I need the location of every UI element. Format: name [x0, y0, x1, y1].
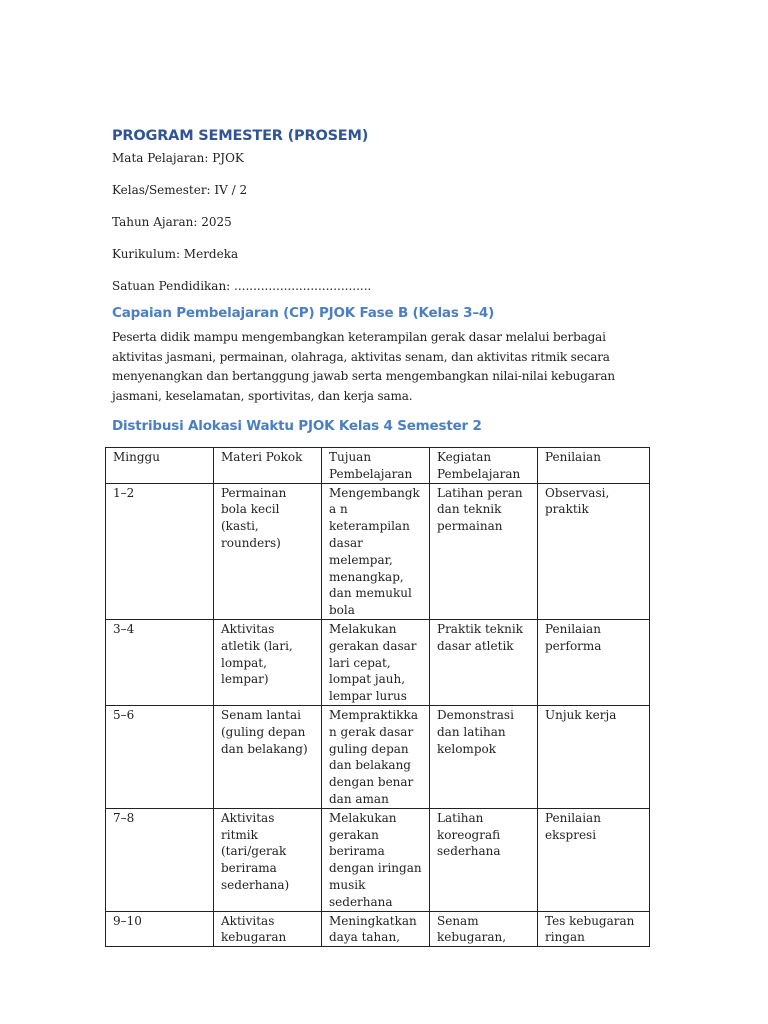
cell-activity: Latihan peran dan teknik permainan	[430, 483, 538, 619]
table-row	[106, 619, 650, 705]
header-objective: Tujuan Pembelajaran	[322, 448, 430, 484]
table-row	[106, 483, 650, 619]
cell-material: Aktivitas atletik (lari, lompat, lempar)	[214, 619, 322, 705]
cell-objective: Mengembangka n keterampilan dasar melempar, menangkap, dan memukul bola	[322, 483, 430, 619]
header-activity: Kegiatan Pembelajaran	[430, 448, 538, 484]
cell-week: 5–6	[106, 705, 214, 808]
cell-assessment: Tes kebugaran ringan	[538, 911, 650, 947]
cell-objective: Meningkatkan daya tahan,	[322, 911, 430, 947]
cp-paragraph: Peserta didik mampu mengembangkan keterampilan gerak dasar melalui berbagai aktivitas jasmani, permainan, olahraga, aktivitas senam, dan aktivitas ritmik secara menyenangkan dan bertanggung jawab serta mengembangkan nilai-nilai kebugaran jasmani, keselamatan, sportivitas, dan kerja sama.	[112, 330, 615, 403]
cell-assessment: Penilaian performa	[538, 619, 650, 705]
cell-material: Aktivitas kebugaran	[214, 911, 322, 947]
cell-week: 7–8	[106, 808, 214, 911]
cell-activity: Demonstrasi dan latihan kelompok	[430, 705, 538, 808]
meta-subject: Mata Pelajaran: PJOK	[112, 151, 244, 165]
cell-week: 1–2	[106, 483, 214, 619]
cell-activity: Senam kebugaran,	[430, 911, 538, 947]
cell-assessment: Unjuk kerja	[538, 705, 650, 808]
allocation-table	[105, 447, 650, 947]
cell-objective: Melakukan gerakan berirama dengan iringan musik sederhana	[322, 808, 430, 911]
table-row	[106, 705, 650, 808]
cell-week: 3–4	[106, 619, 214, 705]
header-material: Materi Pokok	[214, 448, 322, 484]
cell-assessment: Observasi, praktik	[538, 483, 650, 619]
meta-school-unit: Satuan Pendidikan: ....................................	[112, 279, 372, 293]
cell-objective: Mempraktikkan gerak dasar guling depan dan belakang dengan benar dan aman	[322, 705, 430, 808]
document-body	[112, 124, 652, 439]
cell-assessment: Penilaian ekspresi	[538, 808, 650, 911]
cell-material: Permainan bola kecil (kasti, rounders)	[214, 483, 322, 619]
cp-heading: Capaian Pembelajaran (CP) PJOK Fase B (Kelas 3–4)	[112, 305, 495, 321]
header-week: Minggu	[106, 448, 214, 484]
table-header-row	[106, 448, 650, 484]
cell-material: Aktivitas ritmik (tari/gerak berirama sederhana)	[214, 808, 322, 911]
table-row	[106, 808, 650, 911]
document-title: PROGRAM SEMESTER (PROSEM)	[112, 128, 369, 144]
header-assessment: Penilaian	[538, 448, 650, 484]
cell-activity: Latihan koreografi sederhana	[430, 808, 538, 911]
table-heading: Distribusi Alokasi Waktu PJOK Kelas 4 Semester 2	[112, 418, 482, 434]
table-row	[106, 911, 650, 947]
meta-curriculum: Kurikulum: Merdeka	[112, 247, 239, 261]
cell-objective: Melakukan gerakan dasar lari cepat, lompat jauh, lempar lurus	[322, 619, 430, 705]
meta-class-semester: Kelas/Semester: IV / 2	[112, 183, 248, 197]
meta-school-year: Tahun Ajaran: 2025	[112, 215, 232, 229]
cell-activity: Praktik teknik dasar atletik	[430, 619, 538, 705]
cell-week: 9–10	[106, 911, 214, 947]
cell-material: Senam lantai (guling depan dan belakang)	[214, 705, 322, 808]
